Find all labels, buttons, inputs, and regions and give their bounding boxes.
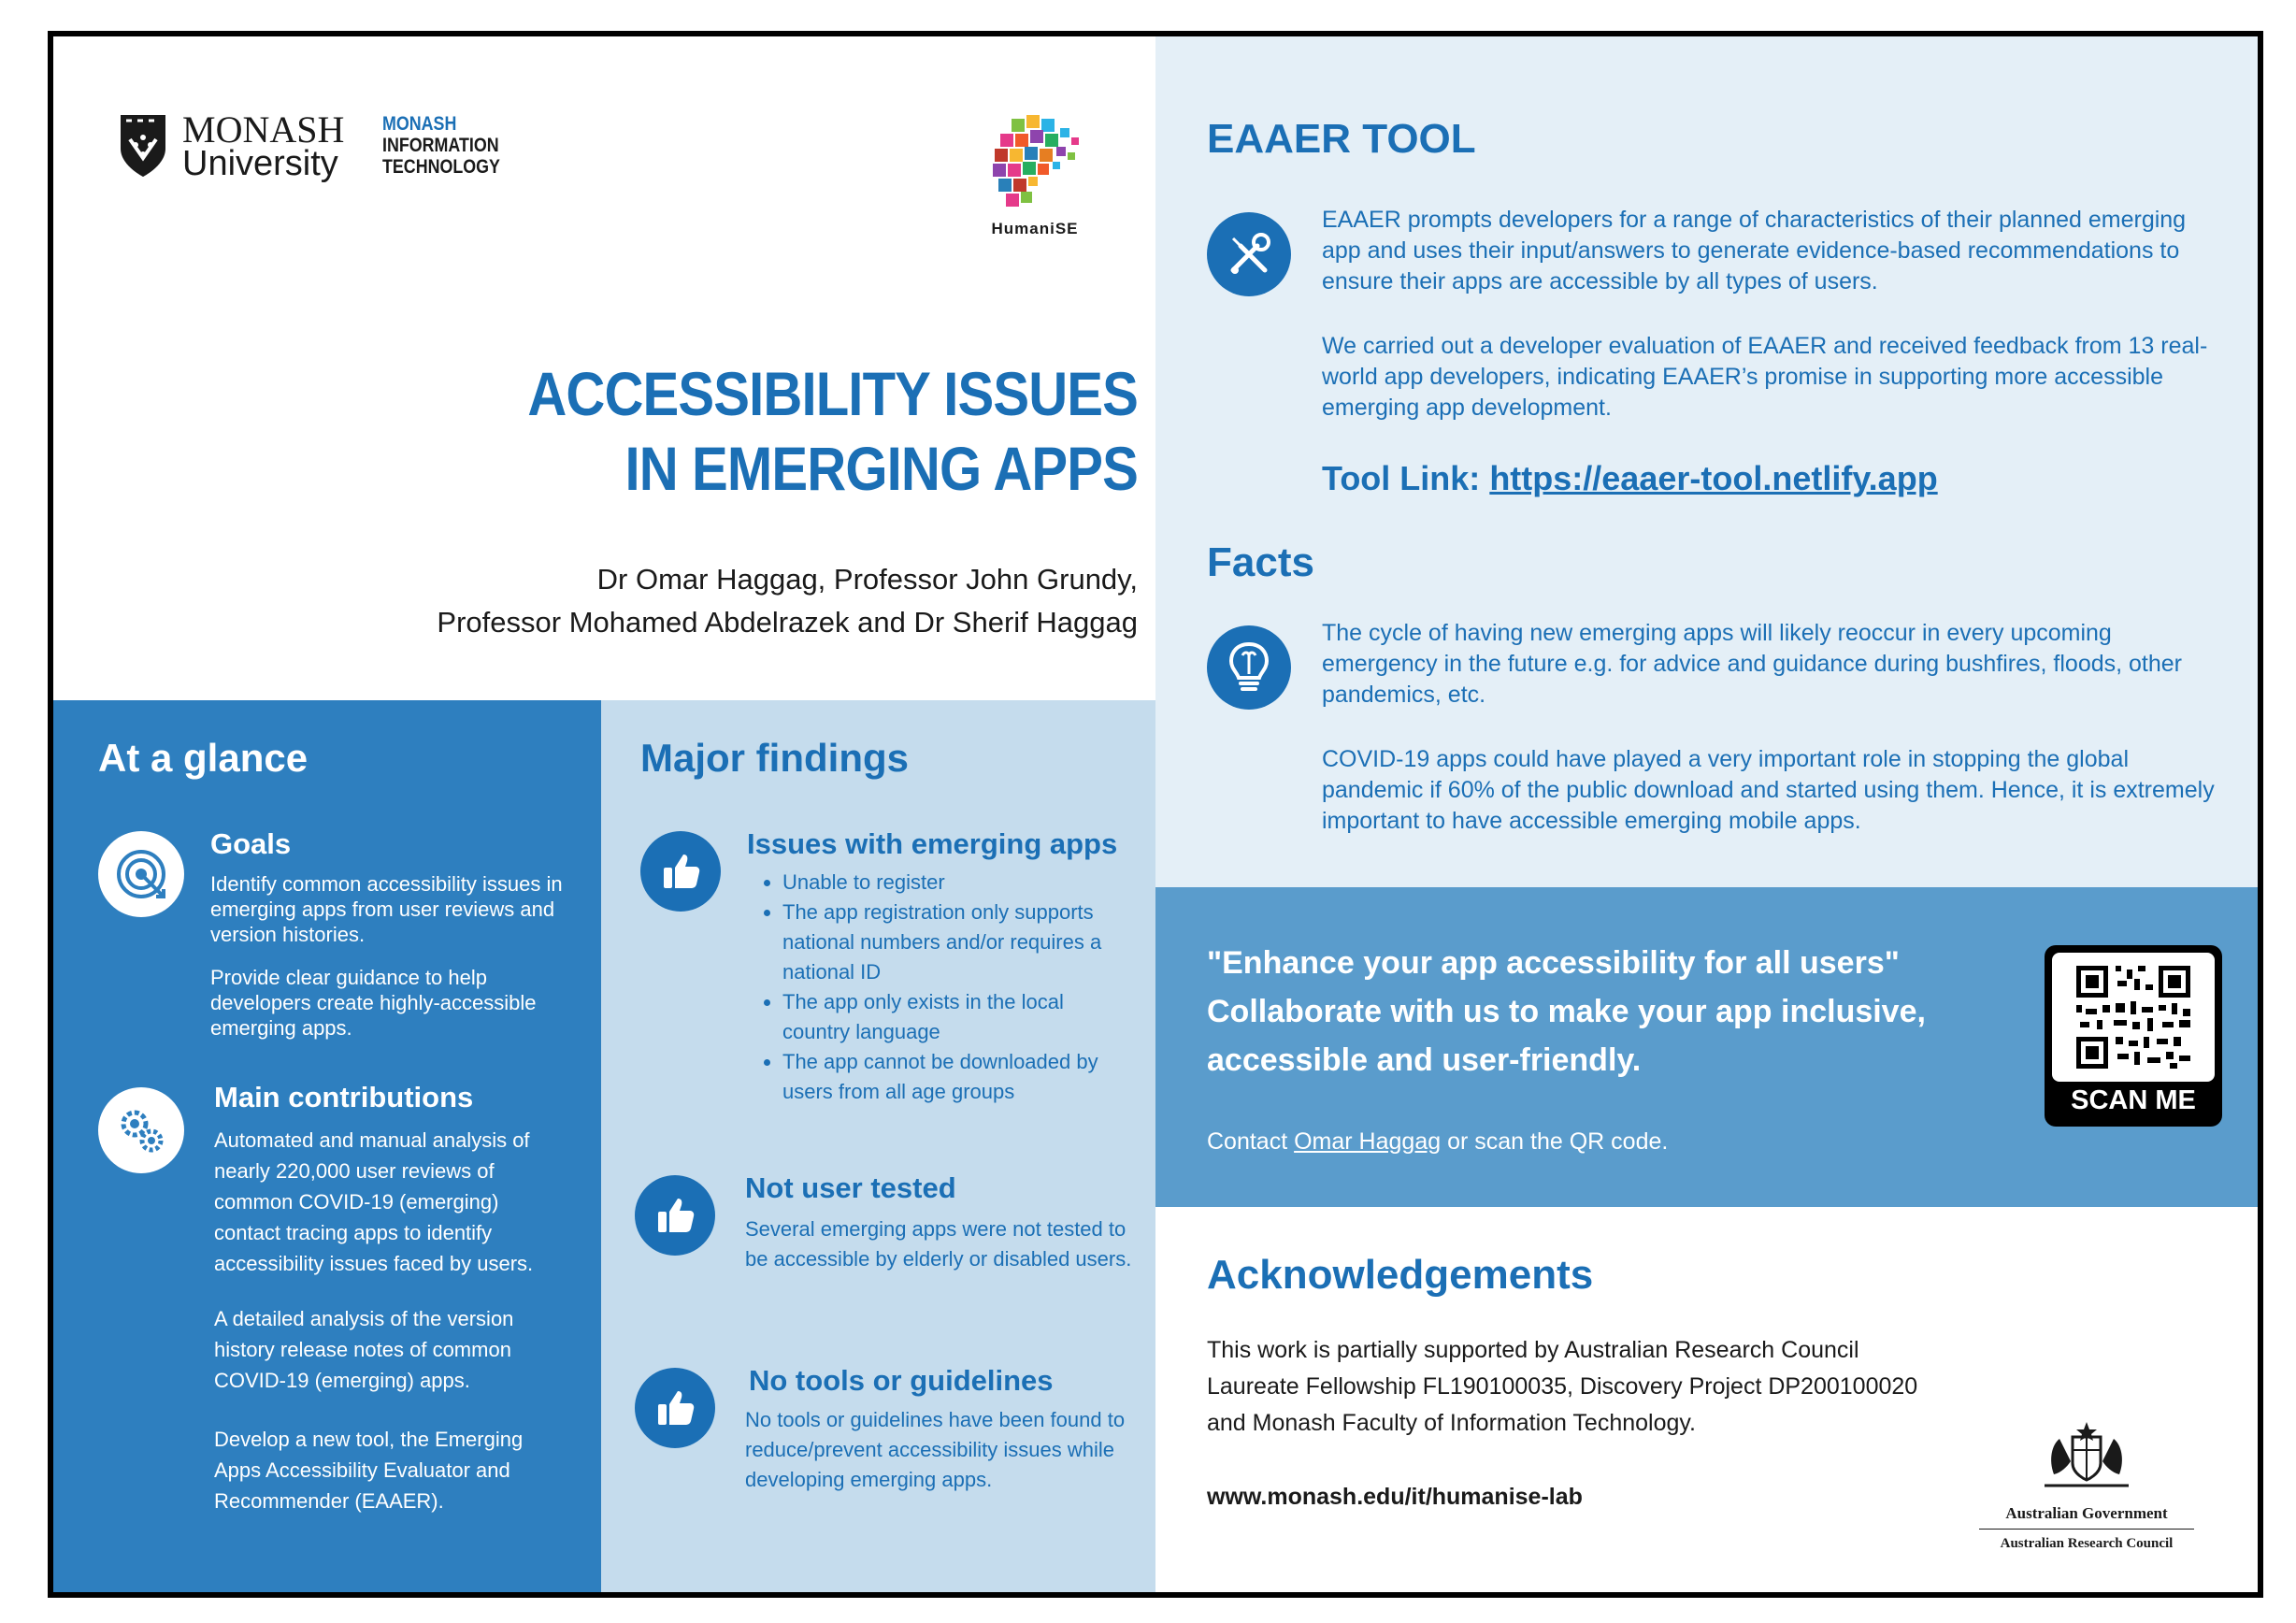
tool-link-row: [1322, 459, 1938, 498]
list-item: • The app only exists in the local country language: [782, 987, 1132, 1047]
scan-me-label: SCAN ME: [2071, 1085, 2196, 1115]
page-title: [334, 356, 1138, 506]
title-line-2: IN EMERGING APPS: [624, 434, 1138, 503]
tool-link[interactable]: https://eaaer-tool.netlify.app: [1489, 459, 1938, 497]
authors-line-1: Dr Omar Haggag, Professor John Grundy,: [596, 563, 1138, 596]
list-item: • The app registration only supports national numbers and/or requires a national ID: [782, 898, 1132, 987]
eaaer-text-1: EAAER prompts developers for a range of characteristics of their planned emerging app and uses their input/answers to generate evidence-based recommendations to ensure their apps are accessible by all types of users.: [1322, 207, 2187, 294]
authors-line-2: Professor Mohamed Abdelrazek and Dr Sherif Haggag: [437, 606, 1138, 639]
ack-line-3: and Monash Faculty of Information Technology.: [1207, 1410, 1696, 1436]
monash-university-logo: [117, 108, 360, 186]
issues-title: Issues with emerging apps: [747, 827, 1118, 860]
authors: [240, 558, 1138, 644]
australian-government-logo: [1979, 1418, 2194, 1577]
eaaer-heading: EAAER TOOL: [1207, 116, 1476, 162]
tool-link-label: Tool Link:: [1322, 459, 1481, 497]
thumbs-up-icon: [640, 831, 721, 912]
cta-line-2: Collaborate with us to make your app inclusive,: [1207, 994, 1926, 1029]
monash-wordmark: MONASH: [182, 108, 345, 151]
issues-list: [758, 868, 1132, 1107]
no-tools-title: No tools or guidelines: [749, 1364, 1054, 1397]
not-user-tested-text: Several emerging apps were not tested to be accessible by elderly or disabled users.: [745, 1217, 1132, 1271]
list-item: • The app cannot be downloaded by users from all age groups: [782, 1047, 1132, 1107]
monash-crest-icon: [117, 111, 169, 179]
contact-suffix: or scan the QR code.: [1441, 1128, 1669, 1155]
poster-frame: [48, 31, 2263, 1598]
contributions-text-2: A detailed analysis of the version history release notes of common COVID-19 (emerging) apps.: [214, 1307, 514, 1392]
university-wordmark: University: [182, 144, 338, 183]
humanise-wordmark: HumaniSE: [991, 220, 1079, 237]
list-item: • Unable to register: [782, 868, 1132, 898]
gov-line-1: Australian Government: [1979, 1504, 2194, 1530]
mit-line-3: TECHNOLOGY: [382, 156, 500, 178]
acknowledgements-text: [1207, 1332, 2048, 1442]
mit-line-2: INFORMATION: [382, 135, 499, 156]
ack-line-2: Laureate Fellowship FL190100035, Discovery Project DP200100020: [1207, 1373, 1918, 1400]
goals-text-2: Provide clear guidance to help developers create highly-accessible emerging apps.: [210, 966, 537, 1040]
title-line-1: ACCESSIBILITY ISSUES: [527, 359, 1138, 428]
not-user-tested-title: Not user tested: [745, 1171, 956, 1204]
no-tools-text: No tools or guidelines have been found to reduce/prevent accessibility issues while developing emerging apps.: [745, 1408, 1126, 1491]
lightbulb-brain-icon: [1207, 625, 1291, 710]
coat-of-arms-icon: [2035, 1418, 2138, 1493]
facts-heading: Facts: [1207, 539, 1314, 585]
mit-line-1: MONASH: [382, 113, 457, 135]
gears-icon: [98, 1087, 184, 1173]
cta-line-1: "Enhance your app accessibility for all users": [1207, 945, 1900, 981]
cta-line-3: accessible and user-friendly.: [1207, 1042, 1642, 1078]
at-a-glance-heading: At a glance: [98, 736, 309, 780]
website-link[interactable]: www.monash.edu/it/humanise-lab: [1207, 1484, 1583, 1510]
monash-it-logo: [382, 113, 509, 188]
tools-icon: [1207, 212, 1291, 296]
contributions-text-1: Automated and manual analysis of nearly 220,000 user reviews of common COVID-19 (emerging) contact tracing apps to identify accessibility issues faced by users.: [214, 1128, 534, 1275]
eaaer-text-2: We carried out a developer evaluation of EAAER and received feedback from 13 real-world app developers, indicating EAAER’s promise in supporting more accessible emerging app development.: [1322, 333, 2208, 421]
contributions-text-3: Develop a new tool, the Emerging Apps Accessibility Evaluator and Recommender (EAAER).: [214, 1428, 524, 1513]
target-icon: [98, 831, 184, 917]
gov-line-2: Australian Research Council: [2000, 1536, 2174, 1551]
goals-title: Goals: [210, 827, 292, 860]
thumbs-up-icon: [635, 1368, 715, 1448]
contact-prefix: Contact: [1207, 1128, 1295, 1155]
qr-code-image: [2052, 953, 2215, 1082]
humanise-head-icon: [983, 109, 1086, 212]
contact-line: [1207, 1128, 1668, 1156]
qr-code-card[interactable]: [2045, 945, 2222, 1127]
goals-text-1: Identify common accessibility issues in emerging apps from user reviews and version histories.: [210, 872, 563, 946]
facts-text-2: COVID-19 apps could have played a very important role in stopping the global pandemic if 60% of the public download and started using them. Hence, it is extremely important to have accessible emerging mobile apps.: [1322, 746, 2215, 834]
facts-text-1: The cycle of having new emerging apps will likely reoccur in every upcoming emergency in the future e.g. for advice and guidance during bushfires, floods, other pandemics, etc.: [1322, 620, 2183, 708]
ack-line-1: This work is partially supported by Australian Research Council: [1207, 1337, 1859, 1363]
contact-link[interactable]: Omar Haggag: [1294, 1128, 1442, 1155]
cta-text: [1207, 939, 2048, 1084]
main-contributions-title: Main contributions: [214, 1081, 474, 1113]
thumbs-up-icon: [635, 1175, 715, 1256]
major-findings-heading: Major findings: [640, 736, 909, 780]
acknowledgements-heading: Acknowledgements: [1207, 1252, 1594, 1298]
qr-code-icon: [2052, 953, 2215, 1082]
humanise-logo: [974, 109, 1096, 240]
